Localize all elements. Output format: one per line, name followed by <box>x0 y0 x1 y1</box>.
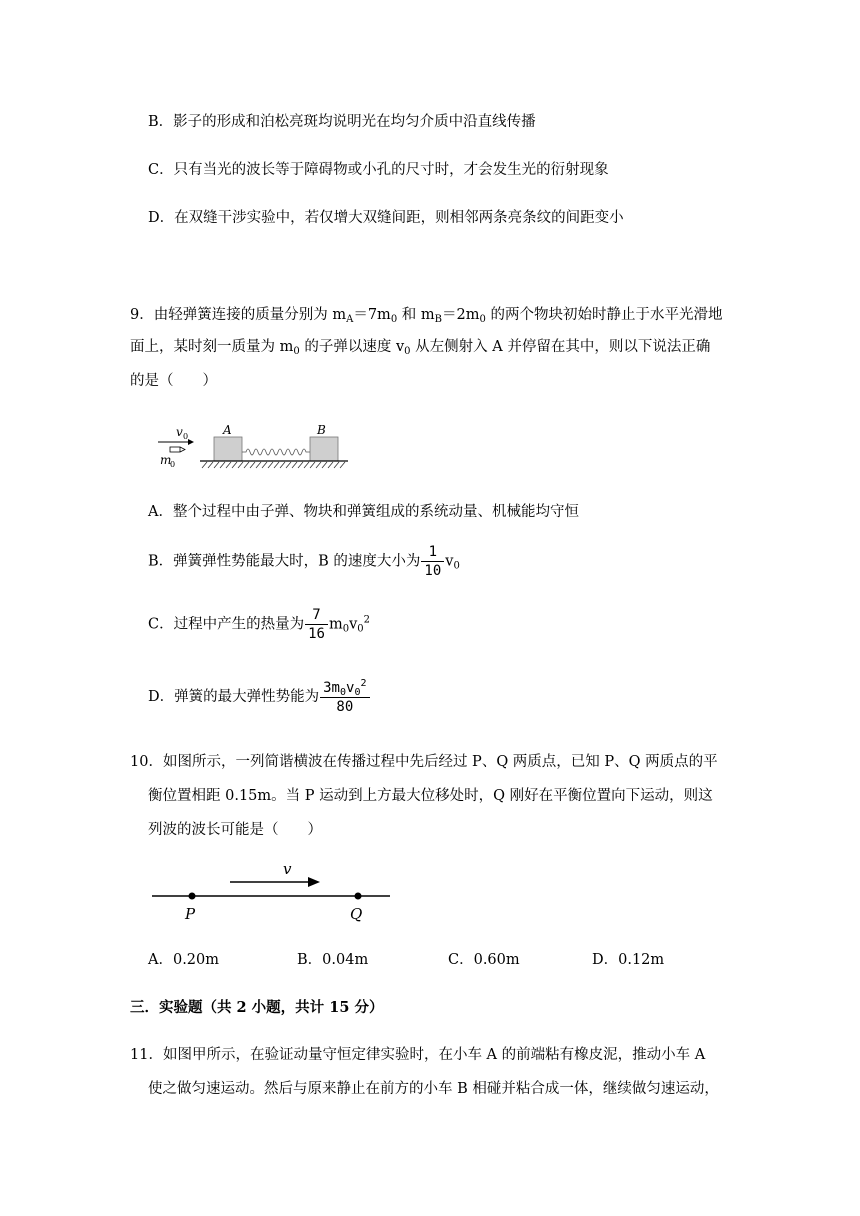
q10-wave-figure <box>150 856 395 926</box>
q9-spring-blocks-figure <box>150 418 360 472</box>
svg-text:0: 0 <box>170 460 176 469</box>
bullet-mass-label <box>160 453 175 469</box>
q8-option-d: D．在双缝干涉实验中，若仅增大双缝间距，则相邻两条亮条纹的间距变小 <box>148 210 624 226</box>
q9-option-c: C．过程中产生的热量为 $\frac{7}{16}$ $m_0v_0^2$ <box>148 607 371 642</box>
fraction: $\frac{1}{10}$ <box>421 544 444 579</box>
q9-stem-line1: 9．由轻弹簧连接的质量分别为 $m_A=7m_0$ 和 $m_B=2m_0$ 的两个物块初始时静止于水平光滑地 <box>130 307 723 325</box>
q10-option-a: A．0.20m <box>148 952 220 968</box>
q8-option-c: C．只有当光的波长等于障碍物或小孔的尺寸时，才会发生光的衍射现象 <box>148 162 609 178</box>
point-q <box>355 893 362 900</box>
point-q-label: Q <box>350 905 363 923</box>
q10-option-d: D．0.12m <box>592 952 665 968</box>
fraction: $\frac{3m_0v_0^2}{80}$ <box>320 680 369 715</box>
q9-option-b: B．弹簧弹性势能最大时，B 的速度大小为 $\frac{1}{10}$ $v_0$ <box>148 544 460 579</box>
svg-text:0: 0 <box>183 432 189 441</box>
svg-text:m: m <box>160 453 172 467</box>
q9-option-d: D．弹簧的最大弹性势能为 $\frac{3m_0v_0^2}{80}$ <box>148 677 371 717</box>
q10-stem-line3: 列波的波长可能是（ ） <box>148 822 322 838</box>
section-heading: 三．实验题（共 2 小题，共计 15 分） <box>130 999 384 1016</box>
point-p-label: P <box>185 905 196 923</box>
bullet-velocity-label <box>176 425 188 441</box>
bullet <box>170 447 185 452</box>
q9-option-a: A．整个过程中由子弹、物块和弹簧组成的系统动量、机械能均守恒 <box>148 504 579 520</box>
wave-velocity-arrowhead <box>308 877 320 887</box>
q10-option-b: B．0.04m <box>297 952 369 968</box>
block-a <box>214 437 242 461</box>
spring <box>242 449 310 455</box>
q11-stem-line2: 使之做匀速运动。然后与原来静止在前方的小车 B 相碰并粘合成一体，继续做匀速运动， <box>148 1081 719 1097</box>
block-b <box>310 437 338 461</box>
ground-hatching <box>202 462 345 468</box>
point-p <box>189 893 196 900</box>
block-b-label: B <box>317 423 326 437</box>
fraction: $\frac{7}{16}$ <box>305 607 328 642</box>
wave-velocity-label: v <box>283 860 292 878</box>
bullet-velocity-arrowhead <box>188 439 194 445</box>
q10-stem-line2: 衡位置相距 0.15m。当 P 运动到上方最大位移处时，Q 刚好在平衡位置向下运动，则这 <box>148 788 713 804</box>
q9-stem-line3: 的是（ ） <box>130 373 217 389</box>
q11-stem-line1: 11．如图甲所示，在验证动量守恒定律实验时，在小车 A 的前端粘有橡皮泥，推动小车 A <box>130 1047 706 1063</box>
q10-option-c: C．0.60m <box>448 952 520 968</box>
q8-option-b: B．影子的形成和泊松亮斑均说明光在均匀介质中沿直线传播 <box>148 114 536 130</box>
q10-stem-line1: 10．如图所示，一列简谐横波在传播过程中先后经过 P、Q 两质点，已知 P、Q 两质点的平 <box>130 754 718 770</box>
q9-stem-line2: 面上，某时刻一质量为 $m_0$ 的子弹以速度 $v_0$ 从左侧射入 A 并停留在其中，则以下说法正确 <box>130 339 711 357</box>
svg-text:v: v <box>176 425 183 439</box>
block-a-label: A <box>223 423 232 437</box>
